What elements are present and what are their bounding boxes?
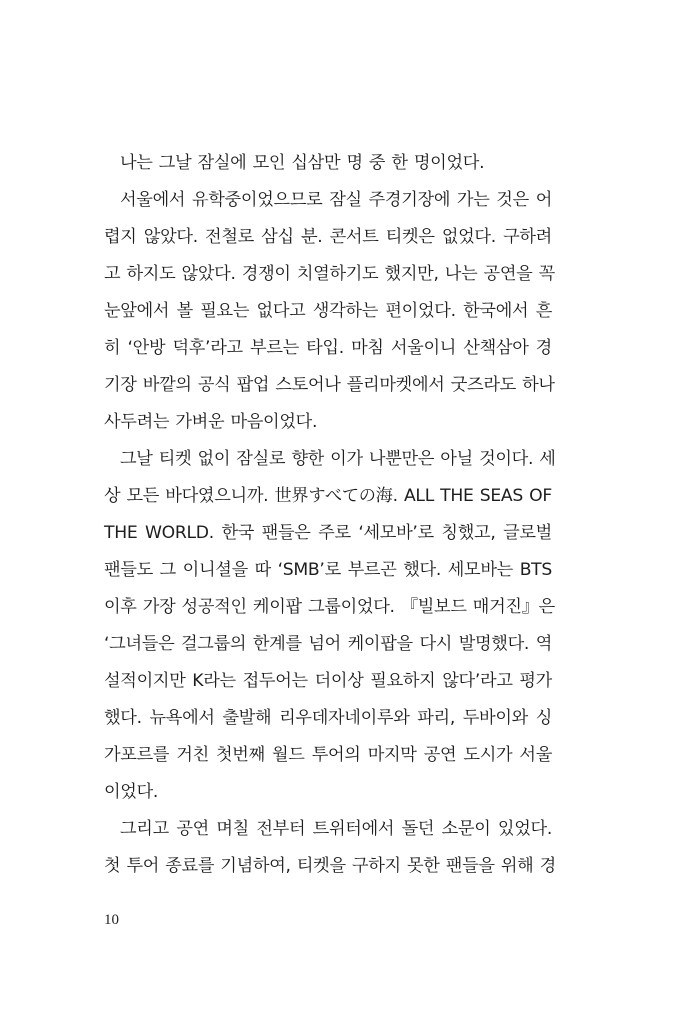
text-line: 서울에서 유학중이었으므로 잠실 주경기장에 가는 것은 어	[120, 190, 552, 210]
text-line: 설적이지만 K라는 접두어는 더이상 필요하지 않다’라고 평가	[104, 671, 552, 691]
text-line: 눈앞에서 볼 필요는 없다고 생각하는 편이었다. 한국에서 흔	[104, 301, 552, 321]
page-number: 10	[104, 912, 119, 928]
text-line: 이후 가장 성공적인 케이팝 그룹이었다. 『빌보드 매거진』은	[104, 597, 555, 617]
text-line: 고 하지도 않았다. 경쟁이 치열하기도 했지만, 나는 공연을 꼭	[104, 264, 555, 284]
body-text	[104, 145, 556, 885]
text-line: 그리고 공연 며칠 전부터 트위터에서 돌던 소문이 있었다.	[120, 819, 552, 839]
text-line: 했다. 뉴욕에서 출발해 리우데자네이루와 파리, 두바이와 싱	[104, 708, 552, 728]
text-line: 기장 바깥의 공식 팝업 스토어나 플리마켓에서 굿즈라도 하나	[104, 375, 555, 395]
text-line: 나는 그날 잠실에 모인 십삼만 명 중 한 명이었다.	[120, 153, 485, 173]
text-line: 팬들도 그 이니셜을 따 ‘SMB’로 부르곤 했다. 세모바는 BTS	[104, 560, 552, 580]
text-line: THE WORLD. 한국 팬들은 주로 ‘세모바’로 칭했고, 글로벌	[104, 523, 552, 543]
text-line: 첫 투어 종료를 기념하여, 티켓을 구하지 못한 팬들을 위해 경	[104, 856, 556, 876]
text-line: 가포르를 거친 첫번째 월드 투어의 마지막 공연 도시가 서울	[104, 745, 552, 765]
text-line: 그날 티켓 없이 잠실로 향한 이가 나뿐만은 아닐 것이다. 세	[120, 449, 556, 469]
text-line: 사두려는 가벼운 마음이었다.	[104, 412, 318, 432]
text-line: 히 ‘안방 덕후’라고 부르는 타입. 마침 서울이니 산책삼아 경	[104, 338, 552, 358]
text-line: 이었다.	[104, 782, 159, 802]
text-line: 렵지 않았다. 전철로 삼십 분. 콘서트 티켓은 없었다. 구하려	[104, 227, 552, 247]
text-line: 상 모든 바다였으니까. 世界すべての海. ALL THE SEAS OF	[104, 486, 552, 506]
text-line: ‘그녀들은 걸그룹의 한계를 넘어 케이팝을 다시 발명했다. 역	[104, 634, 552, 654]
